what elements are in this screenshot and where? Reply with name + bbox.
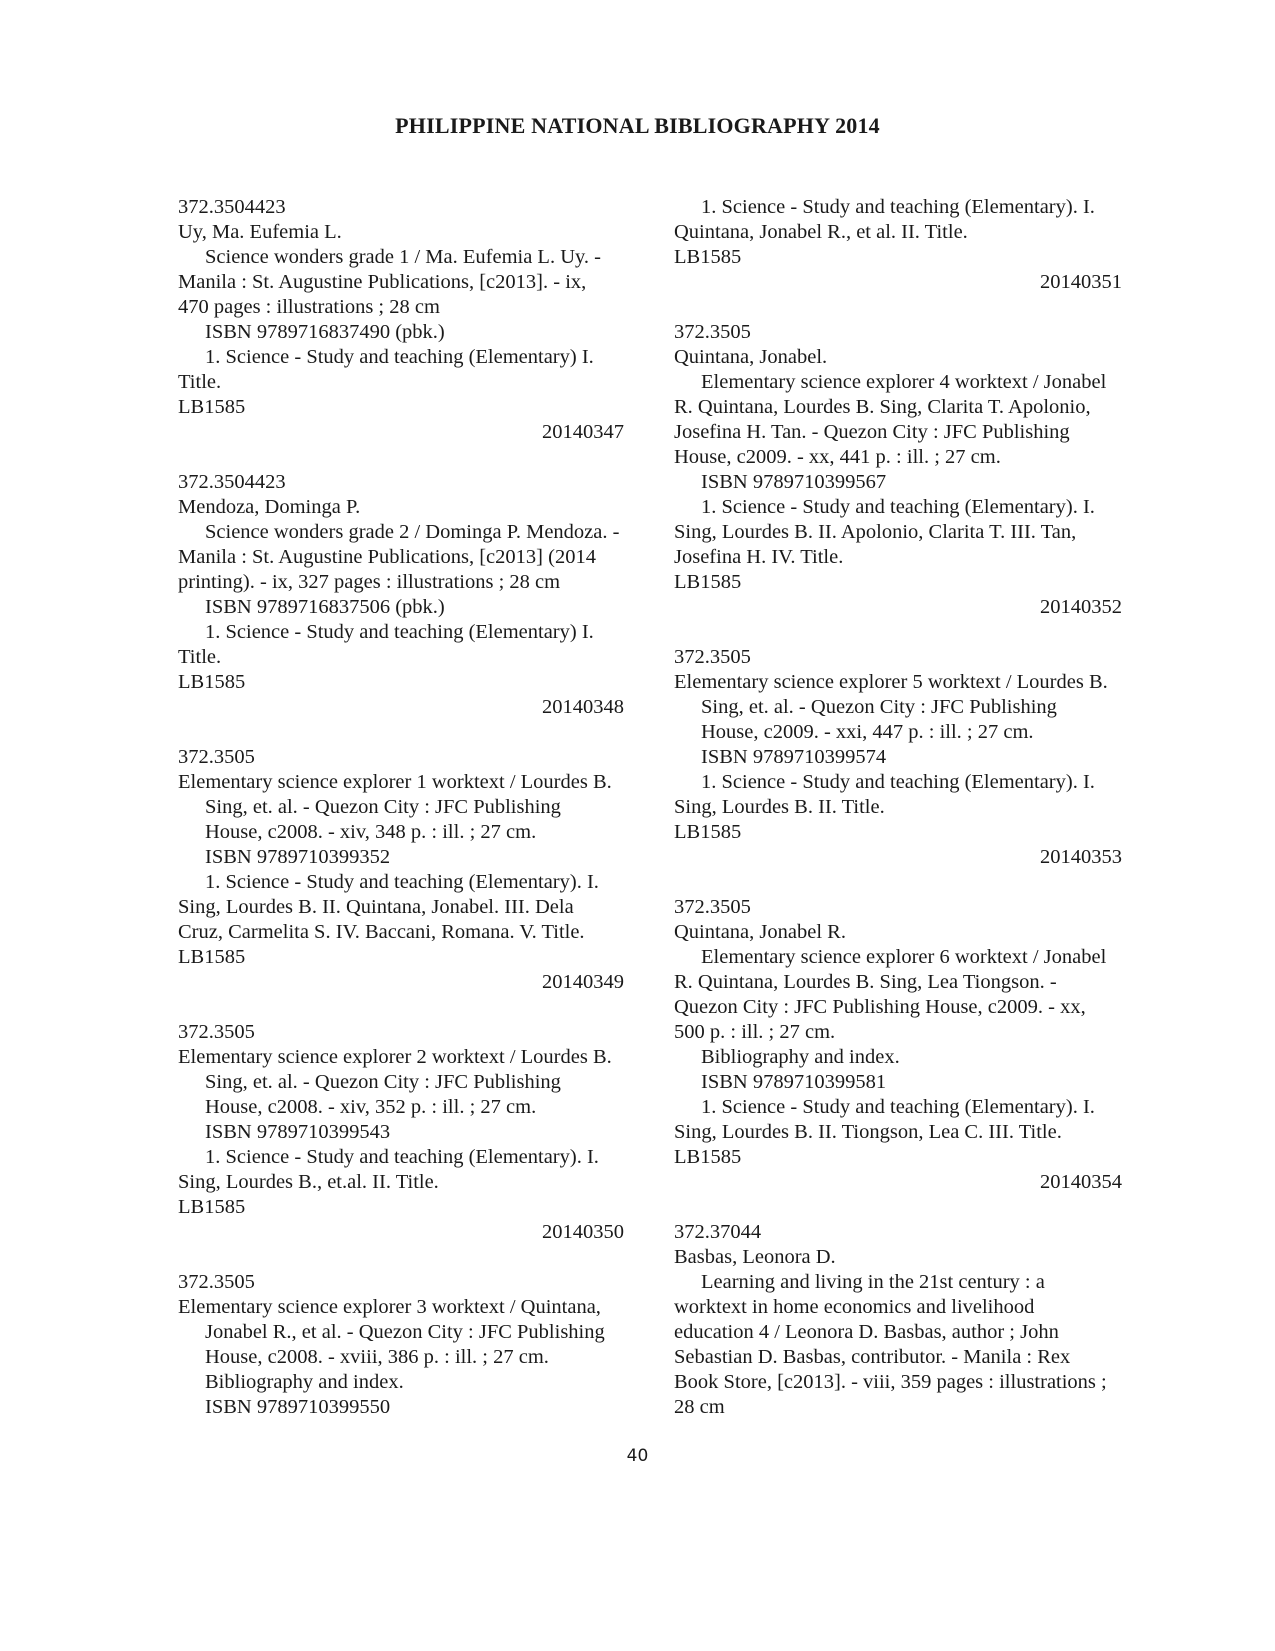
entry-line: 1. Science - Study and teaching (Elementary) I. bbox=[205, 346, 594, 368]
entry-line: Basbas, Leonora D. bbox=[674, 1246, 836, 1268]
entry-line: Sing, Lourdes B. II. Quintana, Jonabel. III. Dela bbox=[178, 896, 574, 918]
entry-line: Science wonders grade 1 / Ma. Eufemia L. Uy. - bbox=[205, 246, 602, 268]
entry-line: Title. bbox=[178, 646, 222, 668]
entry-line: 28 cm bbox=[674, 1396, 725, 1418]
entry-line: 1. Science - Study and teaching (Elementary). I. bbox=[701, 196, 1095, 218]
entry-line: worktext in home economics and livelihood bbox=[674, 1296, 1035, 1318]
entry-line: Sebastian D. Basbas, contributor. - Manila : Rex bbox=[674, 1346, 1071, 1368]
entry-line: LB1585 bbox=[178, 396, 246, 418]
entry-line: Elementary science explorer 3 worktext / Quintana, bbox=[178, 1296, 601, 1318]
entry-line: Sing, et. al. - Quezon City : JFC Publishing bbox=[205, 1071, 561, 1093]
entry-line: 372.3504423 bbox=[178, 471, 286, 493]
entry-line: 1. Science - Study and teaching (Elementary). I. bbox=[205, 1146, 599, 1168]
entry-line: 1. Science - Study and teaching (Elementary) I. bbox=[205, 621, 594, 643]
entry-line: 1. Science - Study and teaching (Elementary). I. bbox=[205, 871, 599, 893]
entry-line: R. Quintana, Lourdes B. Sing, Lea Tiongson. - bbox=[674, 971, 1057, 993]
bibliography-entry bbox=[674, 1220, 1144, 1420]
entry-number: 20140352 bbox=[1040, 596, 1122, 618]
entry-line: Elementary science explorer 2 worktext / Lourdes B. bbox=[178, 1046, 612, 1068]
entry-line: House, c2008. - xviii, 386 p. : ill. ; 27 cm. bbox=[205, 1346, 549, 1368]
entry-line: Quintana, Jonabel R., et al. II. Title. bbox=[674, 221, 968, 243]
entry-line: ISBN 9789710399567 bbox=[701, 471, 887, 493]
entry-gap bbox=[674, 870, 1144, 895]
entry-line: Sing, et. al. - Quezon City : JFC Publishing bbox=[205, 796, 561, 818]
bibliography-entry bbox=[178, 1270, 646, 1420]
entry-line: ISBN 9789716837506 (pbk.) bbox=[205, 596, 445, 618]
entry-line: ISBN 9789710399581 bbox=[701, 1071, 887, 1093]
entry-number: 20140348 bbox=[542, 696, 624, 718]
entry-line: ISBN 9789716837490 (pbk.) bbox=[205, 321, 445, 343]
page-title: PHILIPPINE NATIONAL BIBLIOGRAPHY 2014 bbox=[395, 113, 880, 138]
entry-line: Bibliography and index. bbox=[205, 1371, 404, 1393]
entry-line: Cruz, Carmelita S. IV. Baccani, Romana. V. Title. bbox=[178, 921, 585, 943]
entry-line: Elementary science explorer 4 worktext / Jonabel bbox=[701, 371, 1107, 393]
bibliography-entry bbox=[674, 895, 1144, 1195]
entry-line: Science wonders grade 2 / Dominga P. Mendoza. - bbox=[205, 521, 620, 543]
entry-line: Elementary science explorer 1 worktext / Lourdes B. bbox=[178, 771, 612, 793]
entry-line: 372.3505 bbox=[178, 1271, 255, 1293]
entry-line: 372.37044 bbox=[674, 1221, 762, 1243]
entry-line: Sing, et. al. - Quezon City : JFC Publishing bbox=[701, 696, 1057, 718]
entry-line: ISBN 9789710399550 bbox=[205, 1396, 391, 1418]
entry-gap bbox=[674, 620, 1144, 645]
bibliography-entry bbox=[178, 470, 646, 720]
entry-line: LB1585 bbox=[674, 571, 742, 593]
entry-gap bbox=[178, 720, 646, 745]
entry-line: 372.3505 bbox=[674, 321, 751, 343]
entry-line: ISBN 9789710399574 bbox=[701, 746, 887, 768]
entry-line: Sing, Lourdes B. II. Title. bbox=[674, 796, 885, 818]
entry-line: Bibliography and index. bbox=[701, 1046, 900, 1068]
bibliography-entry bbox=[178, 745, 646, 995]
entry-line: 500 p. : ill. ; 27 cm. bbox=[674, 1021, 836, 1043]
entry-line: Learning and living in the 21st century : a bbox=[701, 1271, 1045, 1293]
bibliography-entry bbox=[178, 195, 646, 445]
entry-gap bbox=[674, 1195, 1144, 1220]
left-column bbox=[178, 195, 646, 1420]
entry-line: LB1585 bbox=[178, 946, 246, 968]
entry-line: 372.3504423 bbox=[178, 196, 286, 218]
entry-number: 20140351 bbox=[1040, 271, 1122, 293]
entry-line: Elementary science explorer 5 worktext / Lourdes B. bbox=[674, 671, 1108, 693]
entry-line: ISBN 9789710399352 bbox=[205, 846, 391, 868]
entry-line: LB1585 bbox=[178, 1196, 246, 1218]
entry-line: House, c2008. - xiv, 348 p. : ill. ; 27 cm. bbox=[205, 821, 537, 843]
page-number: 40 bbox=[626, 1446, 649, 1466]
entry-line: 372.3505 bbox=[674, 896, 751, 918]
bibliography-entry bbox=[674, 320, 1144, 620]
bibliography-entry bbox=[674, 195, 1144, 295]
entry-line: 372.3505 bbox=[178, 1021, 255, 1043]
entry-line: 1. Science - Study and teaching (Elementary). I. bbox=[701, 496, 1095, 518]
entry-line: Elementary science explorer 6 worktext / Jonabel bbox=[701, 946, 1107, 968]
entry-line: Uy, Ma. Eufemia L. bbox=[178, 221, 342, 243]
entry-number: 20140349 bbox=[542, 971, 624, 993]
entry-gap bbox=[178, 995, 646, 1020]
entry-line: 372.3505 bbox=[674, 646, 751, 668]
entry-line: House, c2009. - xx, 441 p. : ill. ; 27 cm. bbox=[674, 446, 1001, 468]
entry-line: Manila : St. Augustine Publications, [c2013]. - ix, bbox=[178, 271, 587, 293]
entry-line: Josefina H. IV. Title. bbox=[674, 546, 844, 568]
entry-line: House, c2008. - xiv, 352 p. : ill. ; 27 cm. bbox=[205, 1096, 537, 1118]
entry-line: Jonabel R., et al. - Quezon City : JFC Publishing bbox=[205, 1321, 605, 1343]
entry-gap bbox=[674, 295, 1144, 320]
entry-line: LB1585 bbox=[674, 246, 742, 268]
entry-gap bbox=[178, 1245, 646, 1270]
entry-line: Mendoza, Dominga P. bbox=[178, 496, 361, 518]
entry-line: 1. Science - Study and teaching (Elementary). I. bbox=[701, 771, 1095, 793]
entry-line: Sing, Lourdes B., et.al. II. Title. bbox=[178, 1171, 439, 1193]
entry-line: education 4 / Leonora D. Basbas, author ; John bbox=[674, 1321, 1059, 1343]
entry-line: LB1585 bbox=[178, 671, 246, 693]
entry-line: House, c2009. - xxi, 447 p. : ill. ; 27 cm. bbox=[701, 721, 1034, 743]
entry-line: printing). - ix, 327 pages : illustrations ; 28 cm bbox=[178, 571, 561, 593]
entry-gap bbox=[178, 445, 646, 470]
entry-line: Title. bbox=[178, 371, 222, 393]
entry-line: 470 pages : illustrations ; 28 cm bbox=[178, 296, 440, 318]
entry-number: 20140354 bbox=[1040, 1171, 1122, 1193]
entry-number: 20140353 bbox=[1040, 846, 1122, 868]
entry-line: 372.3505 bbox=[178, 746, 255, 768]
entry-line: LB1585 bbox=[674, 1146, 742, 1168]
entry-line: Book Store, [c2013]. - viii, 359 pages : illustrations ; bbox=[674, 1371, 1107, 1393]
entry-line: ISBN 9789710399543 bbox=[205, 1121, 391, 1143]
entry-line: LB1585 bbox=[674, 821, 742, 843]
entry-line: Sing, Lourdes B. II. Tiongson, Lea C. III. Title. bbox=[674, 1121, 1062, 1143]
entry-line: 1. Science - Study and teaching (Elementary). I. bbox=[701, 1096, 1095, 1118]
entry-line: Quintana, Jonabel. bbox=[674, 346, 828, 368]
entry-line: Quezon City : JFC Publishing House, c2009. - xx, bbox=[674, 996, 1086, 1018]
entry-line: Sing, Lourdes B. II. Apolonio, Clarita T. III. Tan, bbox=[674, 521, 1077, 543]
entry-number: 20140350 bbox=[542, 1221, 624, 1243]
entry-line: Quintana, Jonabel R. bbox=[674, 921, 846, 943]
bibliography-entry bbox=[674, 645, 1144, 870]
bibliography-entry bbox=[178, 1020, 646, 1245]
entry-line: R. Quintana, Lourdes B. Sing, Clarita T. Apolonio, bbox=[674, 396, 1091, 418]
entry-number: 20140347 bbox=[542, 421, 624, 443]
entry-line: Josefina H. Tan. - Quezon City : JFC Publishing bbox=[674, 421, 1070, 443]
entry-line: Manila : St. Augustine Publications, [c2013] (2014 bbox=[178, 546, 596, 568]
right-column bbox=[674, 195, 1144, 1420]
